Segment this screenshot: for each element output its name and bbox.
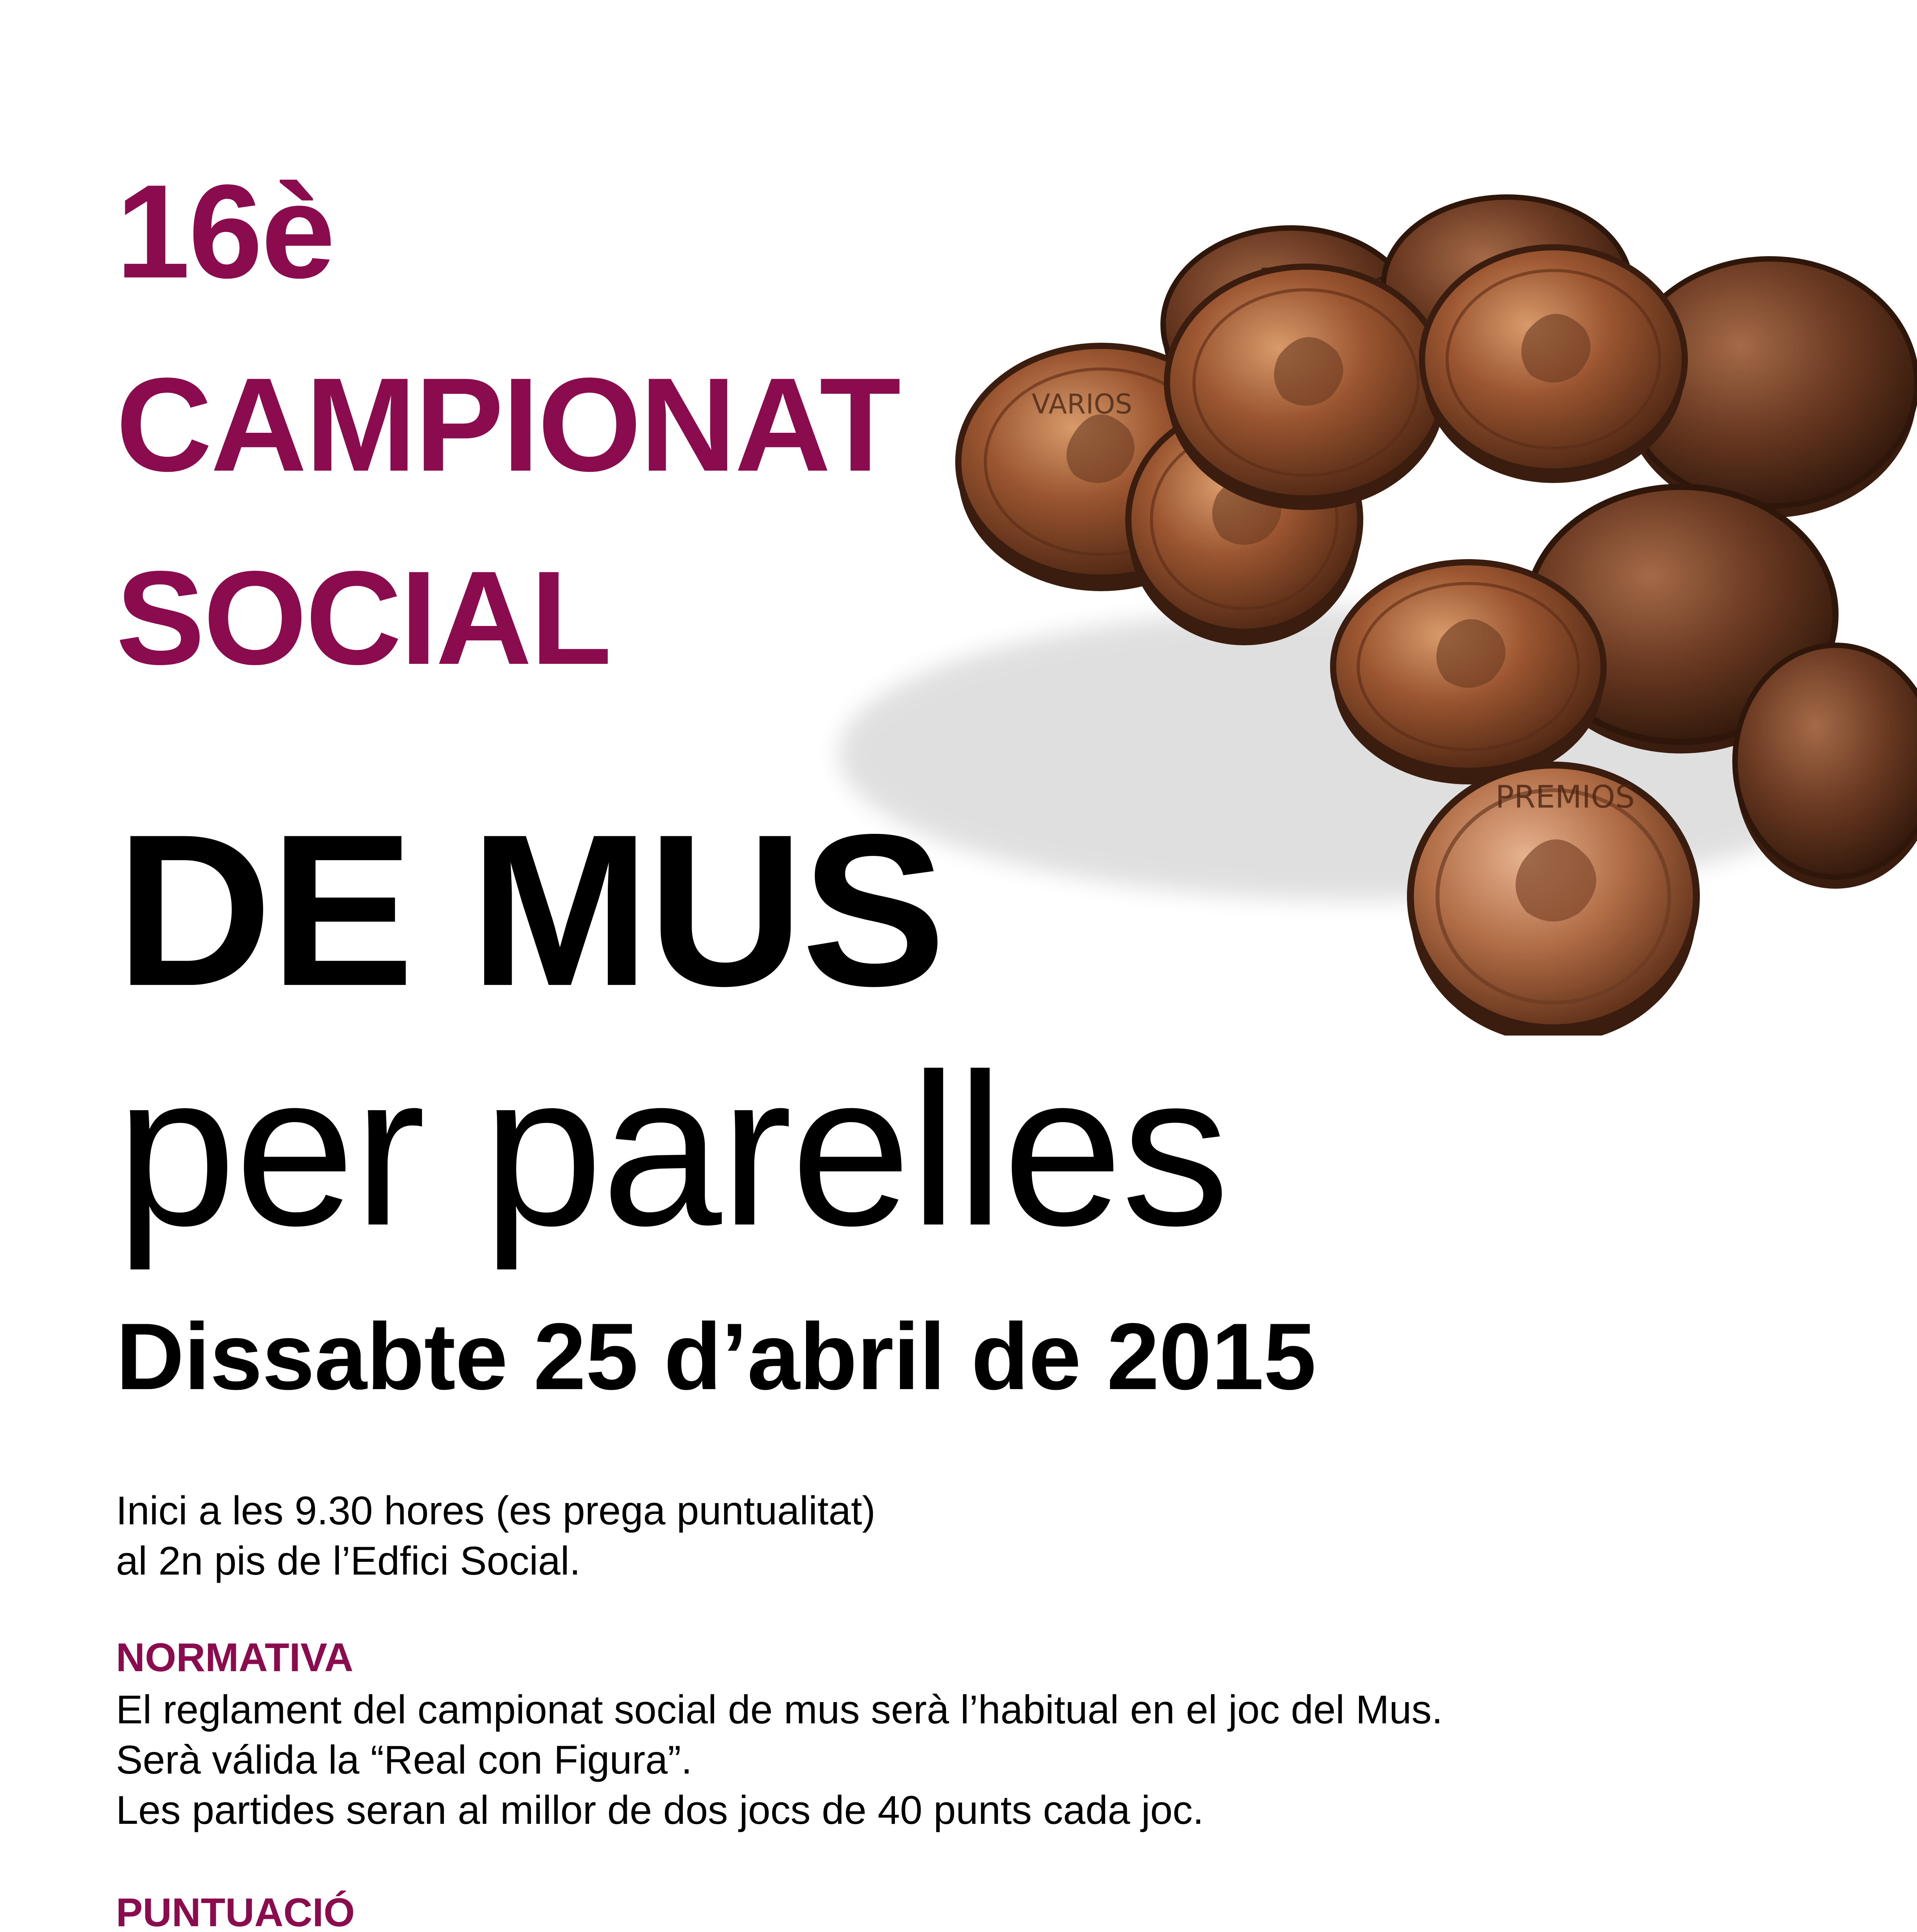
coin (1333, 562, 1604, 784)
coin-premios-text: PREMIOS (1495, 779, 1635, 815)
heading-line-social: SOCIAL (116, 544, 611, 692)
coins-illustration (781, 116, 1917, 1036)
normativa-line-2: Serà válida la “Real con Figura”. (116, 1738, 692, 1782)
event-date: Dissabte 25 d’abril de 2015 (116, 1303, 1316, 1409)
coin (1422, 247, 1685, 483)
coin (1735, 645, 1917, 889)
puntuacio-heading: PUNTUACIÓ (116, 1890, 355, 1932)
main-title: DE MUS (116, 789, 944, 1031)
championship-heading (116, 135, 899, 715)
normativa-line-1: El reglament del campionat social de mus serà l’habitual en el joc del Mus. (116, 1687, 1443, 1732)
edition-label: 16è (116, 157, 334, 306)
coin-varios-text: VARIOS (1032, 388, 1133, 420)
intro-line-2: al 2n pis de l’Edfici Social. (116, 1539, 581, 1583)
heading-line-campionat: CAMPIONAT (116, 350, 900, 499)
coin (1167, 267, 1445, 510)
coin (1410, 765, 1696, 1036)
normativa-line-3: Les partides seran al millor de dos jocs de 40 punts cada joc. (116, 1788, 1204, 1833)
sub-title: per parelles (116, 1029, 1228, 1270)
intro-line-1: Inici a les 9.30 hores (es prega puntualitat) (116, 1488, 876, 1533)
normativa-heading: NORMATIVA (116, 1635, 354, 1680)
